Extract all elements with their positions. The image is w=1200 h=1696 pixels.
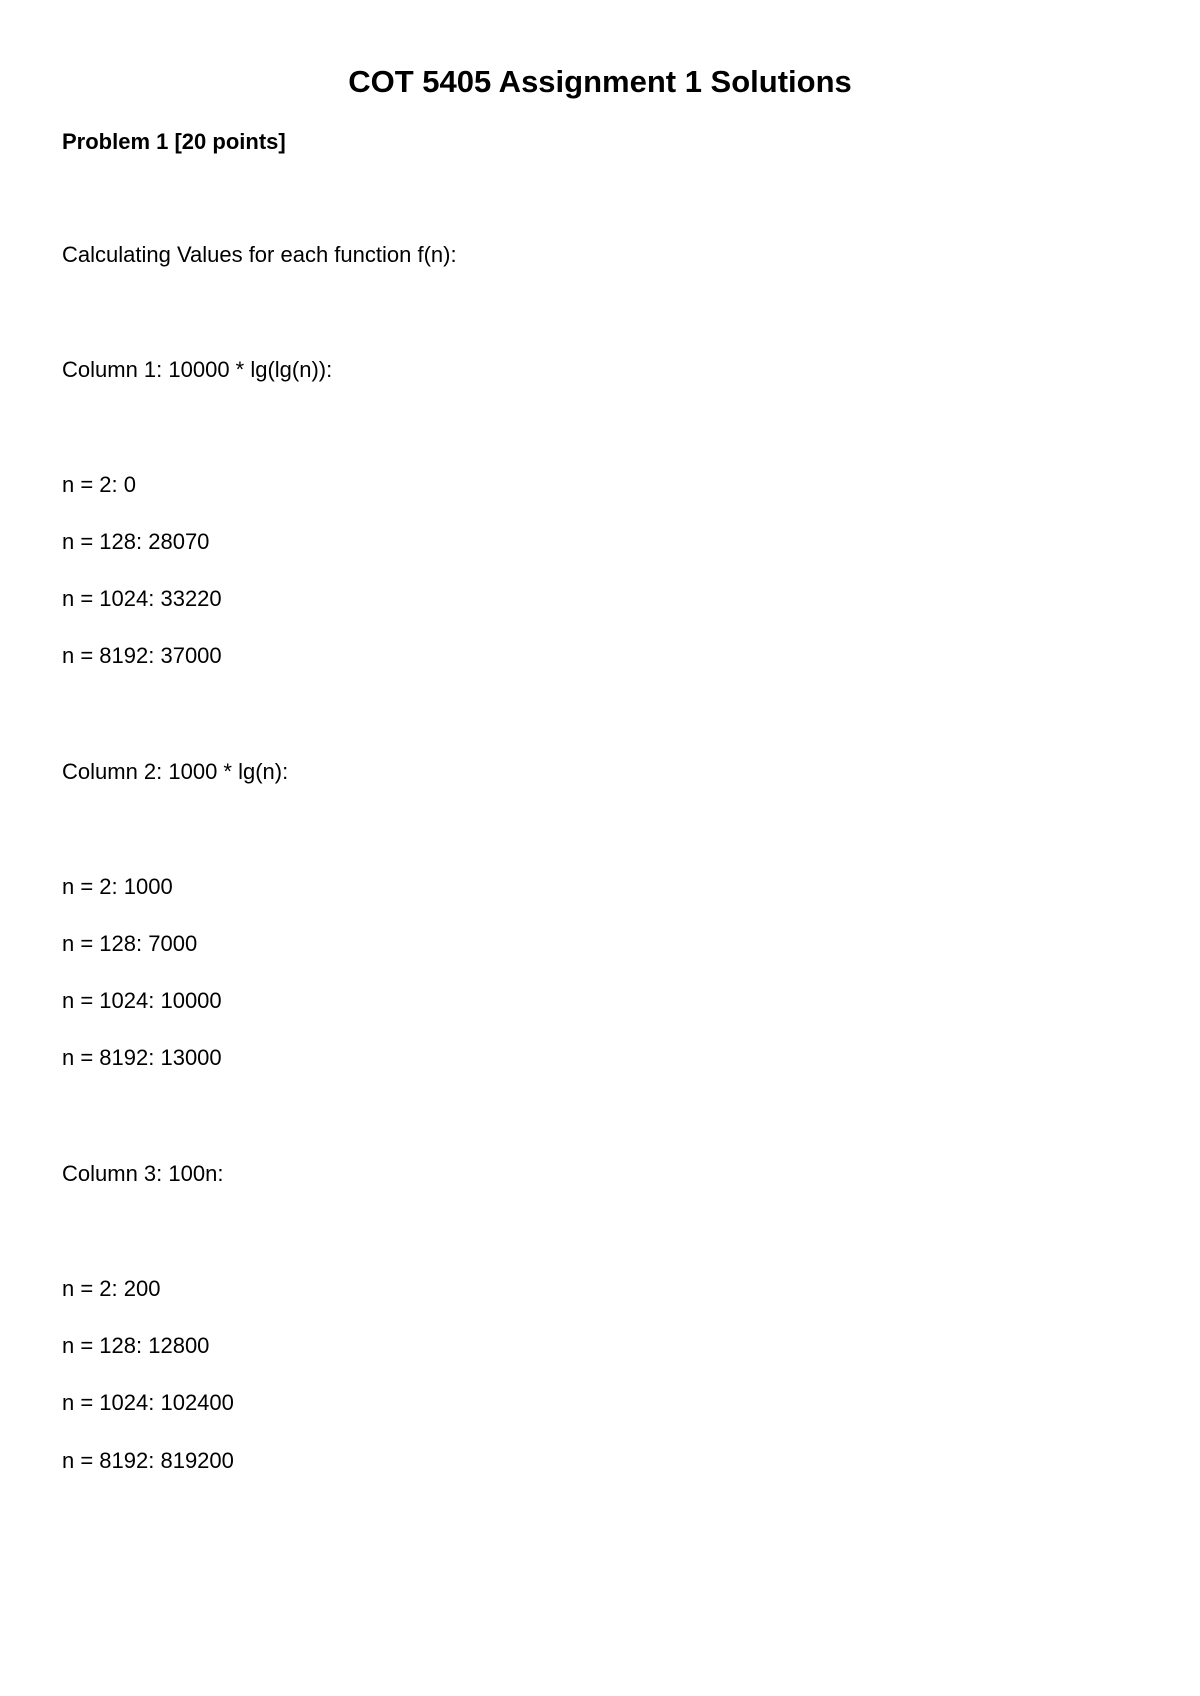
column-3-row: n = 2: 200 (62, 1276, 161, 1301)
column-2-row: n = 128: 7000 (62, 931, 198, 956)
intro-text: Calculating Values for each function f(n): (62, 242, 457, 267)
column-2-row: n = 1024: 10000 (62, 988, 222, 1013)
column-3-row: n = 128: 12800 (62, 1333, 210, 1358)
problem-heading: Problem 1 [20 points] (62, 129, 286, 154)
column-3-heading: Column 3: 100n: (62, 1161, 224, 1186)
column-1-row: n = 8192: 37000 (62, 643, 222, 668)
column-3-row: n = 8192: 819200 (62, 1448, 234, 1473)
column-2-row: n = 2: 1000 (62, 874, 173, 899)
column-2-row: n = 8192: 13000 (62, 1045, 222, 1070)
column-1-row: n = 1024: 33220 (62, 586, 222, 611)
column-1-heading: Column 1: 10000 * lg(lg(n)): (62, 357, 333, 382)
column-2-heading: Column 2: 1000 * lg(n): (62, 759, 289, 784)
column-3-row: n = 1024: 102400 (62, 1390, 234, 1415)
column-1-row: n = 2: 0 (62, 472, 137, 497)
page-title: COT 5405 Assignment 1 Solutions (348, 64, 852, 99)
column-1-row: n = 128: 28070 (62, 529, 210, 554)
